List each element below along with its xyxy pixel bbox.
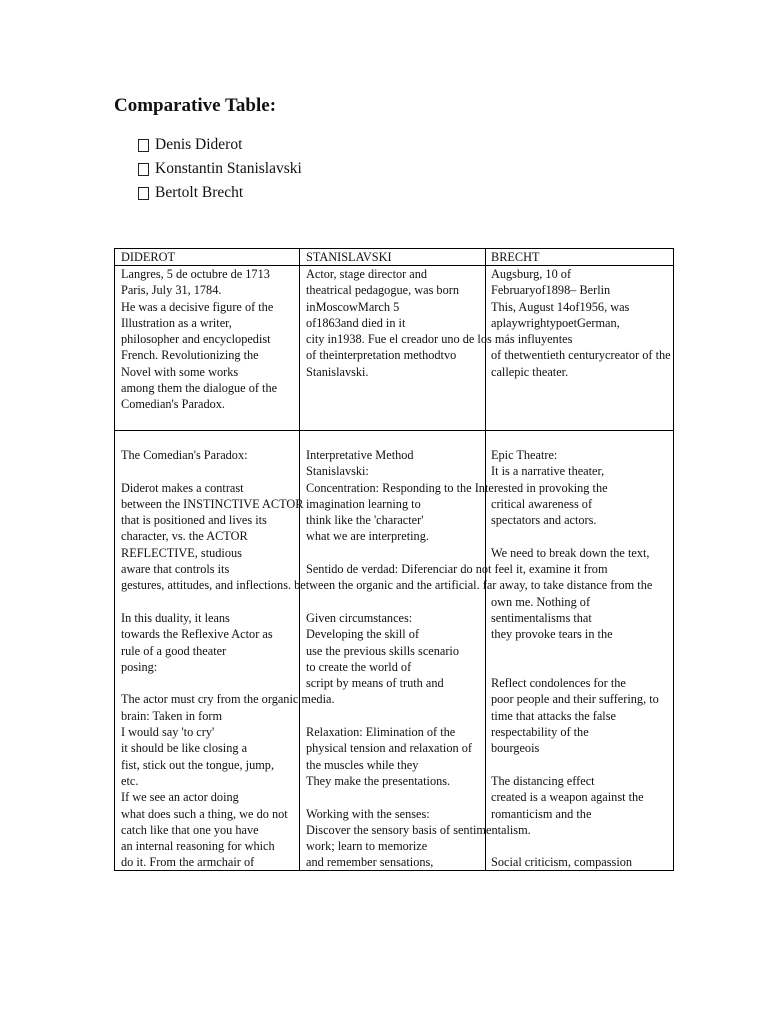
cell-line: sentimentalisms that <box>491 610 592 625</box>
cell-line: Diderot makes a contrast <box>121 480 244 495</box>
cell-line: time that attacks the false <box>491 708 616 723</box>
cell-line: Working with the senses: <box>306 806 430 821</box>
cell-line: inMoscowMarch 5 <box>306 299 400 314</box>
cell-line: script by means of truth and <box>306 676 444 691</box>
cell-line: an internal reasoning for which <box>121 839 275 854</box>
cell-line: they provoke tears in the <box>491 627 613 642</box>
cell-line: fist, stick out the tongue, jump, <box>121 757 275 772</box>
cell-line: bourgeois <box>491 741 540 756</box>
cell-line: Interpretative Method <box>306 448 414 462</box>
cell-line <box>491 561 659 577</box>
cell-line: We need to break down the text, <box>491 545 650 560</box>
cell-line <box>491 577 659 593</box>
cell-line: The Comedian's Paradox: <box>121 448 248 462</box>
cell-line: aplaywrightypoetGerman, <box>491 315 620 330</box>
bullet-list <box>138 133 302 205</box>
cell-line: Developing the skill of <box>306 627 420 642</box>
cell-line: If we see an actor doing <box>121 790 239 805</box>
cell-line: use the previous skills scenario <box>306 643 459 658</box>
cell-line <box>491 659 659 675</box>
bullet-item: Denis Diderot <box>138 133 302 157</box>
checkbox-bullet-icon <box>138 139 149 152</box>
header-diderot: DIDEROT <box>121 250 175 264</box>
checkbox-bullet-icon <box>138 187 149 200</box>
cell-line: spectators and actors. <box>491 513 597 528</box>
table-border <box>114 430 674 431</box>
cell-line: physical tension and relaxation of <box>306 741 472 756</box>
cell-line: Paris, July 31, 1784. <box>121 283 222 298</box>
bullet-item: Bertolt Brecht <box>138 181 302 205</box>
cell-line: Comedian's Paradox. <box>121 397 225 412</box>
cell-line: of theinterpretation methodtvo <box>306 348 457 363</box>
cell-row2-brecht <box>491 447 659 871</box>
header-brecht: BRECHT <box>491 250 540 264</box>
cell-line: respectability of the <box>491 725 589 740</box>
cell-line: It is a narrative theater, <box>491 464 605 479</box>
cell-line: what we are interpreting. <box>306 529 429 544</box>
page-title: Comparative Table: <box>114 95 277 116</box>
cell-line: theatrical pedagogue, was born <box>306 283 459 298</box>
cell-line: catch like that one you have <box>121 822 259 837</box>
cell-line: rule of a good theater <box>121 643 227 658</box>
cell-line: to create the world of <box>306 659 412 674</box>
cell-line: critical awareness of <box>491 496 593 511</box>
cell-line: what does such a thing, we do not <box>121 806 288 821</box>
cell-line: work; learn to memorize <box>306 839 428 854</box>
cell-line: romanticism and the <box>491 806 592 821</box>
cell-line: etc. <box>121 773 139 788</box>
cell-line: imagination learning to <box>306 496 421 511</box>
cell-line: Stanislavski: <box>306 464 369 479</box>
cell-line: the muscles while they <box>306 757 419 772</box>
cell-line: Relaxation: Elimination of the <box>306 725 456 740</box>
cell-line <box>491 822 659 838</box>
cell-line: Epic Theatre: <box>491 448 558 462</box>
cell-line: and remember sensations, <box>306 855 434 870</box>
cell-line <box>491 757 659 773</box>
cell-line: Discover the sensory basis of sentimentalism. <box>306 822 531 837</box>
cell-line: city in1938. Fue el creador uno de los más influyentes <box>306 332 573 347</box>
cell-line: among them the dialogue of the <box>121 381 278 396</box>
header-stanislavski: STANISLAVSKI <box>306 250 392 264</box>
checkbox-bullet-icon <box>138 163 149 176</box>
cell-line: that is positioned and lives its <box>121 513 267 528</box>
table-border <box>673 248 674 871</box>
cell-line: Sentido de verdad: Diferenciar do not feel it, examine it from <box>306 562 608 577</box>
cell-line: Reflect condolences for the <box>491 676 626 691</box>
cell-line: philosopher and encyclopedist <box>121 332 271 347</box>
table-border <box>114 248 674 249</box>
cell-line: They make the presentations. <box>306 773 451 788</box>
cell-line: own me. Nothing of <box>491 594 591 609</box>
cell-line: Stanislavski. <box>306 364 369 379</box>
cell-line: aware that controls its <box>121 562 230 577</box>
cell-line: of1863and died in it <box>306 315 406 330</box>
cell-line: Illustration as a writer, <box>121 315 232 330</box>
cell-line: This, August 14of1956, was <box>491 299 630 314</box>
cell-line: Social criticism, compassion <box>491 855 633 870</box>
cell-line: callepic theater. <box>491 364 569 379</box>
cell-line: He was a decisive figure of the <box>121 299 274 314</box>
cell-line: Langres, 5 de octubre de 1713 <box>121 267 270 281</box>
cell-line <box>491 643 659 659</box>
cell-line: of thetwentieth centurycreator of the <box>491 348 671 363</box>
cell-line: Novel with some works <box>121 364 239 379</box>
table-border <box>114 248 115 871</box>
cell-line: it should be like closing a <box>121 741 248 756</box>
cell-line: brain: Taken in form <box>121 708 223 723</box>
cell-line: do it. From the armchair of <box>121 855 255 870</box>
cell-line: created is a weapon against the <box>491 790 644 805</box>
cell-row1-brecht <box>491 266 671 380</box>
cell-line: Augsburg, 10 of <box>491 267 572 281</box>
cell-line: poor people and their suffering, to <box>491 692 659 707</box>
cell-line: The distancing effect <box>491 773 595 788</box>
cell-line: Actor, stage director and <box>306 267 428 281</box>
cell-line: In this duality, it leans <box>121 610 230 625</box>
cell-line <box>491 838 659 854</box>
cell-line: REFLECTIVE, studious <box>121 545 242 560</box>
cell-line: between the INSTINCTIVE ACTOR <box>121 496 304 511</box>
cell-line: character, vs. the ACTOR <box>121 529 248 544</box>
cell-line <box>491 480 659 496</box>
comparative-table <box>114 248 674 871</box>
bullet-item: Konstantin Stanislavski <box>138 157 302 181</box>
cell-line: The actor must cry from the organic media. <box>121 692 335 707</box>
cell-line <box>491 331 671 347</box>
cell-line <box>491 528 659 544</box>
cell-line: Given circumstances: <box>306 610 413 625</box>
cell-row1-diderot <box>121 266 277 413</box>
cell-line: I would say 'to cry' <box>121 725 215 740</box>
cell-line: French. Revolutionizing the <box>121 348 259 363</box>
cell-line: Februaryof1898– Berlin <box>491 283 611 298</box>
cell-line: towards the Reflexive Actor as <box>121 627 273 642</box>
cell-line: Concentration: Responding to the Interested in provoking the <box>306 480 608 495</box>
cell-line: posing: <box>121 659 158 674</box>
cell-line: think like the 'character' <box>306 513 424 528</box>
cell-line: gestures, attitudes, and inflections. between the organic and the artificial. far away, to take distance from the <box>121 578 653 593</box>
